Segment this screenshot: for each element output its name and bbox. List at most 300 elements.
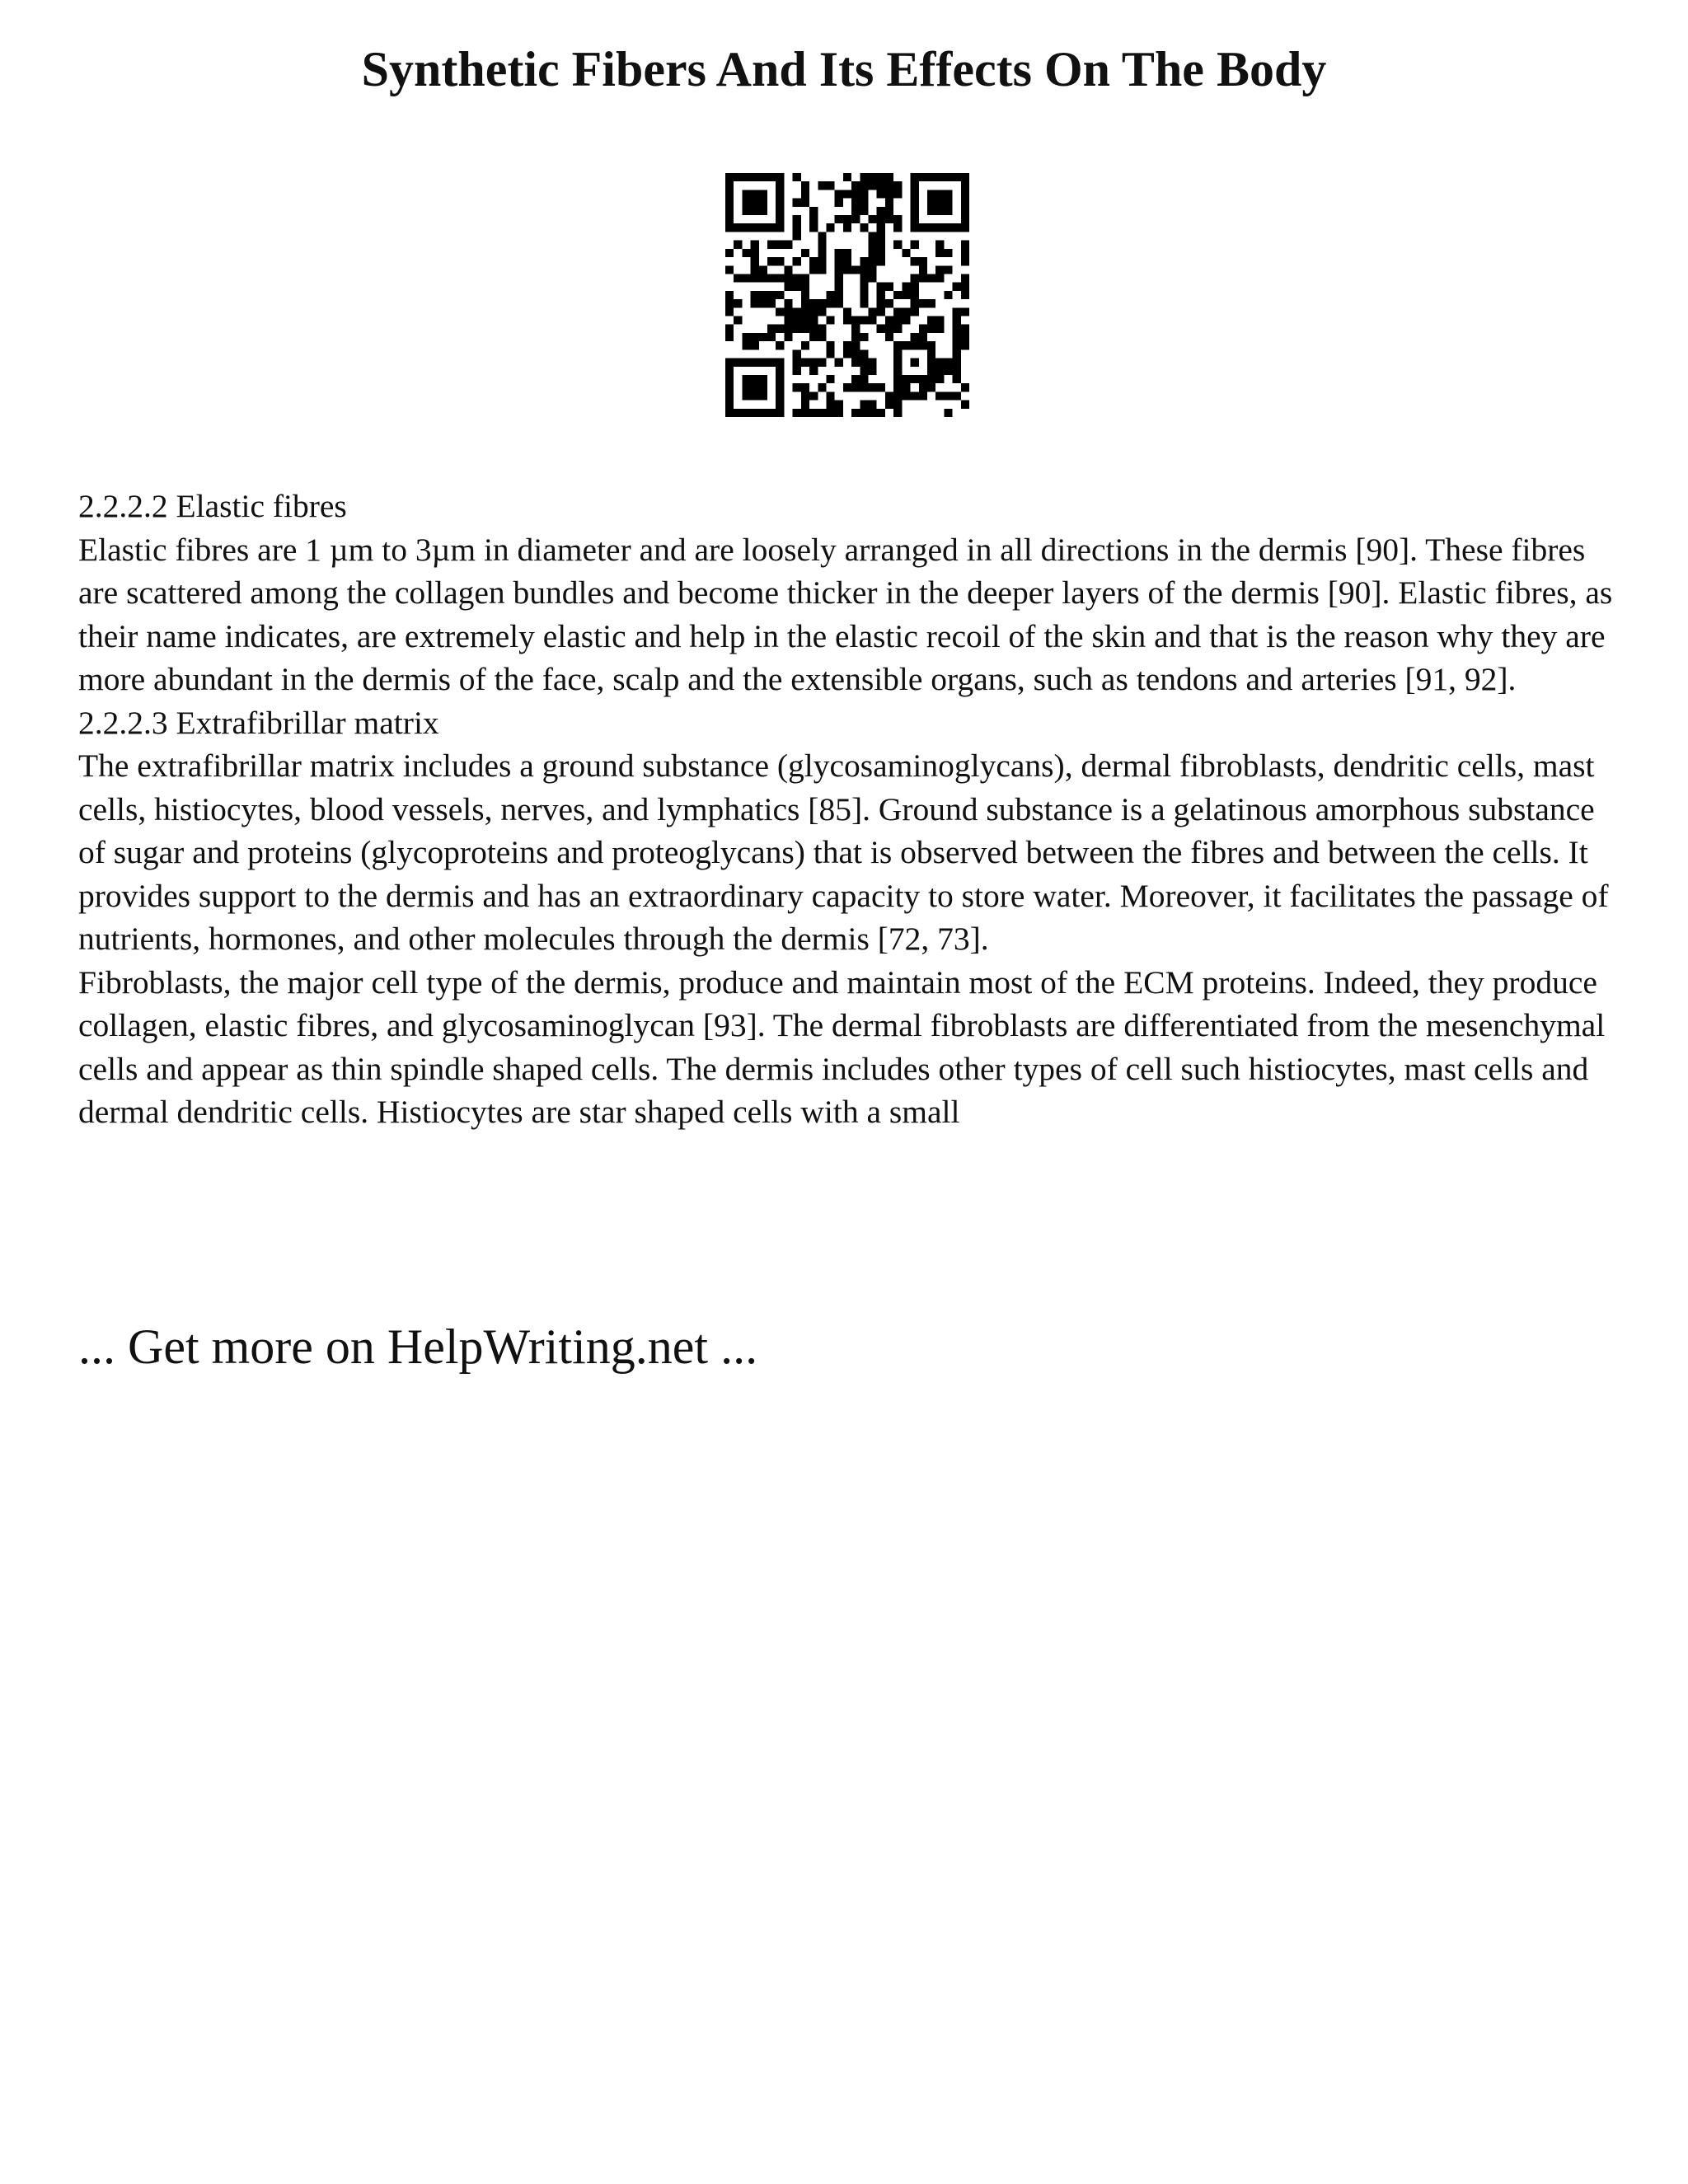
qr-module <box>893 401 902 409</box>
qr-module <box>835 299 843 307</box>
qr-module <box>893 241 902 249</box>
qr-module <box>742 409 750 417</box>
qr-module <box>843 215 851 223</box>
qr-module <box>860 359 868 367</box>
qr-module <box>759 383 767 391</box>
qr-module <box>801 199 809 207</box>
qr-module <box>809 299 818 307</box>
section-heading-elastic-fibres: 2.2.2.2 Elastic fibres <box>78 488 347 524</box>
qr-module <box>818 181 826 190</box>
qr-module <box>911 181 919 190</box>
qr-module <box>869 383 877 391</box>
qr-module <box>809 391 818 400</box>
qr-module <box>759 375 767 383</box>
qr-module <box>944 207 952 215</box>
qr-module <box>885 333 893 341</box>
qr-module <box>953 367 961 375</box>
qr-module <box>893 325 902 333</box>
qr-module <box>751 265 759 274</box>
qr-module <box>927 199 935 207</box>
qr-module <box>767 359 776 367</box>
qr-module <box>742 249 750 257</box>
qr-module <box>742 207 750 215</box>
qr-module <box>793 274 801 282</box>
qr-module <box>751 223 759 232</box>
qr-module <box>835 257 843 265</box>
qr-module <box>935 325 944 333</box>
qr-module <box>860 173 868 181</box>
qr-module <box>818 325 826 333</box>
qr-module <box>944 391 952 400</box>
qr-module <box>953 359 961 367</box>
qr-module <box>860 257 868 265</box>
qr-module <box>801 249 809 257</box>
qr-module <box>953 223 961 232</box>
qr-module <box>809 215 818 223</box>
qr-module <box>860 274 868 282</box>
qr-module <box>961 257 969 265</box>
qr-module <box>759 207 767 215</box>
qr-module <box>793 283 801 291</box>
qr-module <box>776 325 784 333</box>
qr-module <box>742 391 750 400</box>
qr-module <box>885 283 893 291</box>
qr-module <box>944 199 952 207</box>
qr-module <box>759 333 767 341</box>
qr-module <box>835 190 843 198</box>
qr-module <box>809 265 818 274</box>
qr-module <box>826 291 834 299</box>
qr-module <box>860 367 868 375</box>
qr-module <box>784 307 792 316</box>
qr-module <box>759 223 767 232</box>
qr-module <box>776 391 784 400</box>
qr-module <box>911 283 919 291</box>
qr-module <box>843 249 851 257</box>
qr-module <box>759 173 767 181</box>
qr-module <box>860 401 868 409</box>
qr-module <box>809 367 818 375</box>
qr-module <box>793 199 801 207</box>
qr-module <box>776 199 784 207</box>
qr-module <box>893 359 902 367</box>
qr-module <box>776 215 784 223</box>
qr-module <box>893 341 902 349</box>
qr-module <box>953 375 961 383</box>
qr-module <box>809 359 818 367</box>
qr-module <box>725 291 734 299</box>
qr-module <box>751 383 759 391</box>
qr-module <box>869 249 877 257</box>
qr-module <box>776 291 784 299</box>
qr-module <box>885 215 893 223</box>
qr-module <box>801 316 809 325</box>
qr-module <box>961 274 969 282</box>
qr-module <box>818 383 826 391</box>
qr-module <box>953 316 961 325</box>
qr-module <box>877 249 885 257</box>
qr-module <box>734 241 742 249</box>
qr-module <box>893 409 902 417</box>
qr-module <box>801 401 809 409</box>
qr-module <box>751 299 759 307</box>
qr-module <box>734 409 742 417</box>
qr-module <box>944 249 952 257</box>
qr-module <box>776 257 784 265</box>
qr-module <box>953 283 961 291</box>
qr-module <box>961 207 969 215</box>
qr-module <box>927 190 935 198</box>
qr-module <box>877 257 885 265</box>
qr-module <box>759 299 767 307</box>
qr-module <box>919 391 927 400</box>
qr-module <box>725 409 734 417</box>
qr-module <box>843 307 851 316</box>
qr-module <box>784 325 792 333</box>
qr-module <box>944 190 952 198</box>
qr-module <box>919 223 927 232</box>
qr-module <box>869 409 877 417</box>
qr-module <box>776 307 784 316</box>
qr-module <box>885 299 893 307</box>
qr-module <box>902 307 910 316</box>
qr-module <box>801 283 809 291</box>
qr-module <box>851 316 860 325</box>
qr-module <box>893 391 902 400</box>
qr-module <box>725 401 734 409</box>
qr-module <box>776 367 784 375</box>
qr-module <box>734 274 742 282</box>
qr-module <box>911 241 919 249</box>
qr-module <box>851 333 860 341</box>
qr-module <box>911 375 919 383</box>
qr-module <box>927 173 935 181</box>
qr-module <box>935 367 944 375</box>
get-more-link[interactable]: ... Get more on HelpWriting.net ... <box>78 1319 758 1374</box>
qr-module <box>759 409 767 417</box>
qr-module <box>911 199 919 207</box>
qr-module <box>767 274 776 282</box>
qr-module <box>911 341 919 349</box>
qr-module <box>851 375 860 383</box>
qr-module <box>751 409 759 417</box>
qr-module <box>911 190 919 198</box>
qr-module <box>793 409 801 417</box>
qr-module <box>961 223 969 232</box>
qr-module <box>927 299 935 307</box>
qr-module <box>961 341 969 349</box>
qr-module <box>877 307 885 316</box>
qr-module <box>885 325 893 333</box>
qr-module <box>961 401 969 409</box>
qr-module <box>953 349 961 358</box>
qr-module <box>826 299 834 307</box>
qr-module <box>818 299 826 307</box>
qr-module <box>860 190 868 198</box>
qr-module <box>860 199 868 207</box>
qr-module <box>935 207 944 215</box>
qr-module <box>776 181 784 190</box>
qr-module <box>826 223 834 232</box>
qr-module <box>742 190 750 198</box>
qr-module <box>751 391 759 400</box>
qr-module <box>767 325 776 333</box>
qr-module <box>851 383 860 391</box>
qr-module <box>961 291 969 299</box>
qr-module <box>818 409 826 417</box>
qr-module <box>793 257 801 265</box>
qr-module <box>961 173 969 181</box>
qr-module <box>742 383 750 391</box>
qr-module <box>869 215 877 223</box>
qr-module <box>911 307 919 316</box>
qr-module <box>835 199 843 207</box>
qr-module <box>885 207 893 215</box>
qr-module <box>734 359 742 367</box>
qr-module <box>751 241 759 249</box>
qr-module <box>961 190 969 198</box>
qr-module <box>801 291 809 299</box>
qr-module <box>885 316 893 325</box>
qr-module <box>793 232 801 240</box>
qr-module <box>860 265 868 274</box>
qr-module <box>860 207 868 215</box>
page-title: Synthetic Fibers And Its Effects On The Body <box>361 42 1327 96</box>
qr-module <box>759 199 767 207</box>
qr-module <box>927 223 935 232</box>
qr-module <box>919 341 927 349</box>
qr-module <box>742 223 750 232</box>
qr-module <box>734 223 742 232</box>
qr-module <box>927 349 935 358</box>
qr-module <box>911 173 919 181</box>
qr-module <box>759 359 767 367</box>
document-body <box>78 485 1628 1134</box>
qr-module <box>742 359 750 367</box>
qr-module <box>877 325 885 333</box>
qr-module <box>809 307 818 316</box>
qr-module <box>851 199 860 207</box>
qr-module <box>826 391 834 400</box>
qr-module <box>742 173 750 181</box>
qr-module <box>935 375 944 383</box>
qr-module <box>801 341 809 349</box>
qr-module <box>725 375 734 383</box>
qr-module <box>851 325 860 333</box>
qr-module <box>751 257 759 265</box>
qr-module <box>801 299 809 307</box>
qr-module <box>809 207 818 215</box>
qr-module <box>877 181 885 190</box>
qr-module <box>944 223 952 232</box>
qr-module <box>877 241 885 249</box>
qr-module <box>911 391 919 400</box>
qr-module <box>860 299 868 307</box>
qr-module <box>935 173 944 181</box>
qr-module <box>893 383 902 391</box>
qr-module <box>793 367 801 375</box>
qr-module <box>835 401 843 409</box>
qr-module <box>751 333 759 341</box>
qr-module <box>885 173 893 181</box>
qr-module <box>860 375 868 383</box>
qr-module <box>843 349 851 358</box>
qr-module <box>902 316 910 325</box>
qr-module <box>911 299 919 307</box>
qr-module <box>725 325 734 333</box>
qr-module <box>953 333 961 341</box>
qr-module <box>801 383 809 391</box>
qr-module <box>835 409 843 417</box>
qr-module <box>911 359 919 367</box>
qr-module <box>860 283 868 291</box>
qr-module <box>776 274 784 282</box>
qr-module <box>953 325 961 333</box>
qr-module <box>793 349 801 358</box>
qr-module <box>793 383 801 391</box>
qr-module <box>818 232 826 240</box>
qr-module <box>776 241 784 249</box>
qr-module <box>860 181 868 190</box>
qr-module <box>818 265 826 274</box>
qr-module <box>809 333 818 341</box>
qr-module <box>742 333 750 341</box>
qr-module <box>725 207 734 215</box>
qr-module <box>935 190 944 198</box>
qr-module <box>893 215 902 223</box>
qr-module <box>893 316 902 325</box>
qr-module <box>725 173 734 181</box>
qr-module <box>835 249 843 257</box>
qr-module <box>935 265 944 274</box>
qr-module <box>725 265 734 274</box>
qr-module <box>725 383 734 391</box>
qr-module <box>935 359 944 367</box>
qr-module <box>919 333 927 341</box>
qr-module <box>869 316 877 325</box>
paragraph-elastic-fibres: Elastic fibres are 1 µm to 3µm in diameter and are loosely arranged in all directions in the dermis [90]. These fibres are scattered among the collagen bundles and become thicker in the deeper layers of the dermis [90]. Elastic fibres, as their name indicates, are extremely elastic and help in the elastic recoil of the skin and that is the reason why they are more abundant in the dermis of the face, scalp and the extensible organs, such as tendons and arteries [91, 92]. <box>78 531 1613 697</box>
qr-module <box>759 291 767 299</box>
qr-module <box>826 349 834 358</box>
qr-module <box>961 241 969 249</box>
qr-module <box>869 257 877 265</box>
qr-module <box>851 341 860 349</box>
qr-module <box>784 265 792 274</box>
qr-module <box>784 333 792 341</box>
qr-module <box>953 307 961 316</box>
qr-module <box>877 291 885 299</box>
paragraph-fibroblasts: Fibroblasts, the major cell type of the dermis, produce and maintain most of the ECM proteins. Indeed, they produce collagen, elastic fibres, and glycosaminoglycan [93]. The dermal fibroblasts are differentiated from the mesenchymal cells and appear as thin spindle shaped cells. The dermis includes other types of cell such histiocytes, mast cells and dermal dendritic cells. Histiocytes are star shaped cells with a small <box>78 963 1606 1130</box>
qr-module <box>927 341 935 349</box>
qr-module <box>869 274 877 282</box>
qr-module <box>725 359 734 367</box>
qr-module <box>877 283 885 291</box>
qr-module <box>961 283 969 291</box>
qr-module <box>935 199 944 207</box>
qr-module <box>826 375 834 383</box>
qr-module <box>927 274 935 282</box>
qr-module <box>860 383 868 391</box>
qr-module <box>818 333 826 341</box>
qr-module <box>851 359 860 367</box>
qr-module <box>751 199 759 207</box>
qr-module <box>961 249 969 257</box>
qr-module <box>911 333 919 341</box>
qr-module <box>944 291 952 299</box>
qr-module <box>860 291 868 299</box>
qr-module <box>944 173 952 181</box>
qr-module <box>751 249 759 257</box>
qr-module <box>835 215 843 223</box>
qr-module <box>767 241 776 249</box>
qr-module <box>725 223 734 232</box>
qr-module <box>851 265 860 274</box>
qr-module <box>953 391 961 400</box>
qr-module <box>953 173 961 181</box>
qr-module <box>767 291 776 299</box>
qr-module <box>843 316 851 325</box>
qr-module <box>776 409 784 417</box>
qr-module <box>911 223 919 232</box>
qr-module <box>961 383 969 391</box>
qr-module <box>953 341 961 349</box>
qr-module <box>793 316 801 325</box>
qr-module <box>809 316 818 325</box>
qr-module <box>809 257 818 265</box>
qr-module <box>759 190 767 198</box>
qr-module <box>869 265 877 274</box>
qr-module <box>869 173 877 181</box>
qr-module <box>725 181 734 190</box>
qr-module <box>843 341 851 349</box>
qr-module <box>793 307 801 316</box>
qr-module <box>927 383 935 391</box>
qr-module <box>818 241 826 249</box>
qr-module <box>776 190 784 198</box>
qr-module <box>826 401 834 409</box>
qr-module <box>893 307 902 316</box>
qr-module <box>893 181 902 190</box>
qr-module <box>944 359 952 367</box>
qr-module <box>851 181 860 190</box>
qr-module <box>776 383 784 391</box>
qr-code-graphic <box>725 173 969 417</box>
qr-module <box>919 383 927 391</box>
qr-module <box>911 274 919 282</box>
qr-module <box>835 274 843 282</box>
qr-module <box>919 299 927 307</box>
qr-module <box>911 207 919 215</box>
qr-module <box>835 359 843 367</box>
qr-module <box>843 223 851 232</box>
qr-module <box>927 316 935 325</box>
qr-module <box>725 215 734 223</box>
qr-module <box>843 173 851 181</box>
qr-module <box>751 375 759 383</box>
qr-module <box>793 173 801 181</box>
qr-module <box>784 241 792 249</box>
qr-module <box>961 333 969 341</box>
qr-module <box>869 401 877 409</box>
qr-module <box>801 409 809 417</box>
qr-module <box>935 274 944 282</box>
qr-module <box>927 375 935 383</box>
qr-module <box>751 291 759 299</box>
qr-module <box>776 223 784 232</box>
qr-module <box>826 316 834 325</box>
qr-module <box>742 274 750 282</box>
qr-module <box>877 223 885 232</box>
